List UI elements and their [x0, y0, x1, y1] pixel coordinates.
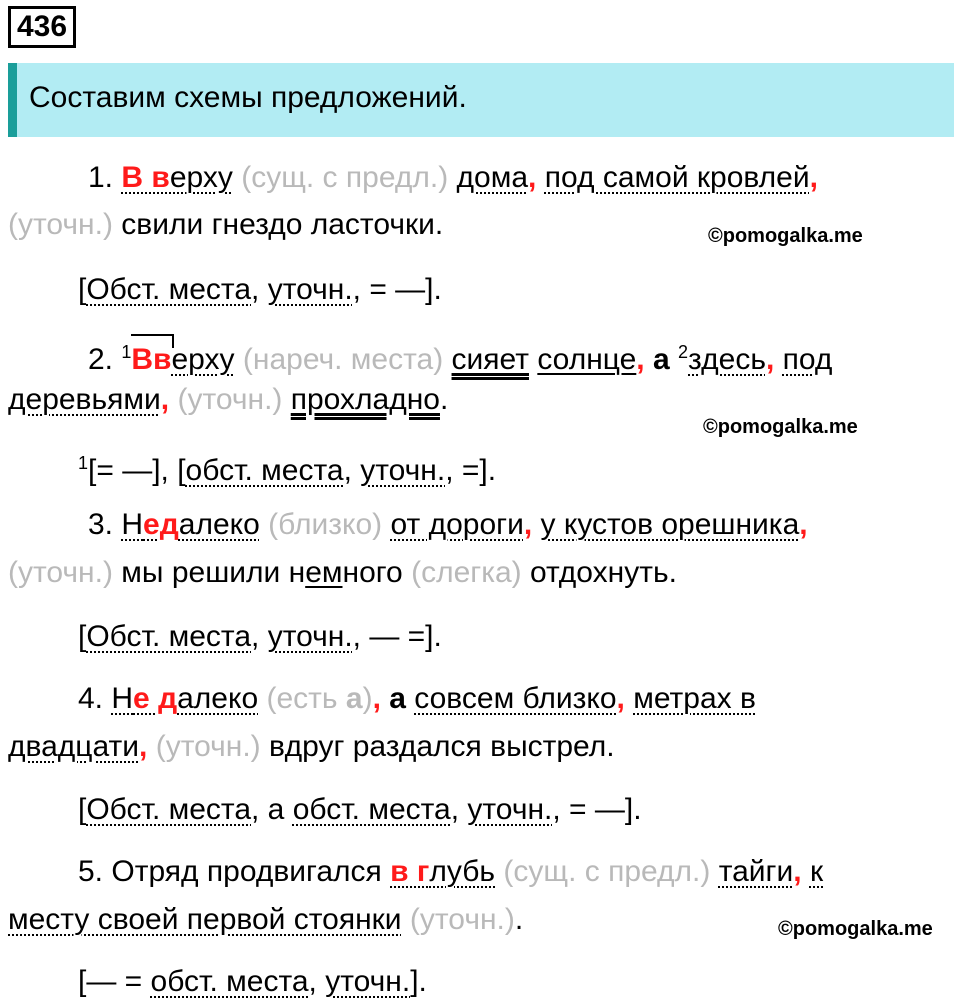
task-banner: [8, 63, 954, 137]
watermark-2: ©pomogalka.me: [703, 416, 858, 438]
sentence-1-line-1: 1. В верху (сущ. с предл.) дома, под самой кровлей,: [88, 161, 818, 194]
sentence-4-line-2: двадцати, (уточн.) вдруг раздался выстрел.: [8, 730, 615, 763]
exercise-number: 436: [8, 6, 76, 48]
scheme-1: [Обст. места, уточн., = —].: [78, 273, 442, 306]
scheme-5: [— = обст. места, уточн.].: [78, 965, 427, 998]
scheme-2: $^1$[= —], [обст. места, уточн., =].: [78, 453, 497, 487]
watermark-3: ©pomogalka.me: [778, 918, 933, 940]
watermark-1: ©pomogalka.me: [708, 225, 863, 247]
sentence-2-line-1: 2. $^1$Вверху (нареч. места) сияет солнце, а $^2$здесь, под: [88, 332, 832, 380]
task-text: Составим схемы предложений.: [29, 81, 467, 114]
sentence-5-line-2: месту своей первой стоянки (уточн.).: [8, 903, 524, 936]
scheme-4: [Обст. места, а обст. места, уточн., = —].: [78, 793, 642, 826]
sentence-2-line-2: деревьями, (уточн.) прохладно.: [8, 383, 449, 416]
sentence-1-line-2: (уточн.) свили гнездо ласточки.: [8, 208, 444, 241]
sentence-3-line-1: 3. Недалеко (близко) от дороги, у кустов орешника,: [88, 508, 808, 541]
sentence-5-line-1: 5. Отряд продвигался в глубь (сущ. с предл.) тайги, к: [78, 855, 824, 888]
sentence-3-line-2: (уточн.) мы решили немного (слегка) отдохнуть.: [8, 556, 677, 589]
sentence-4-line-1: 4. Не далеко (есть а), а совсем близко, метрах в: [78, 682, 756, 715]
scheme-3: [Обст. места, уточн., — =].: [78, 620, 442, 653]
